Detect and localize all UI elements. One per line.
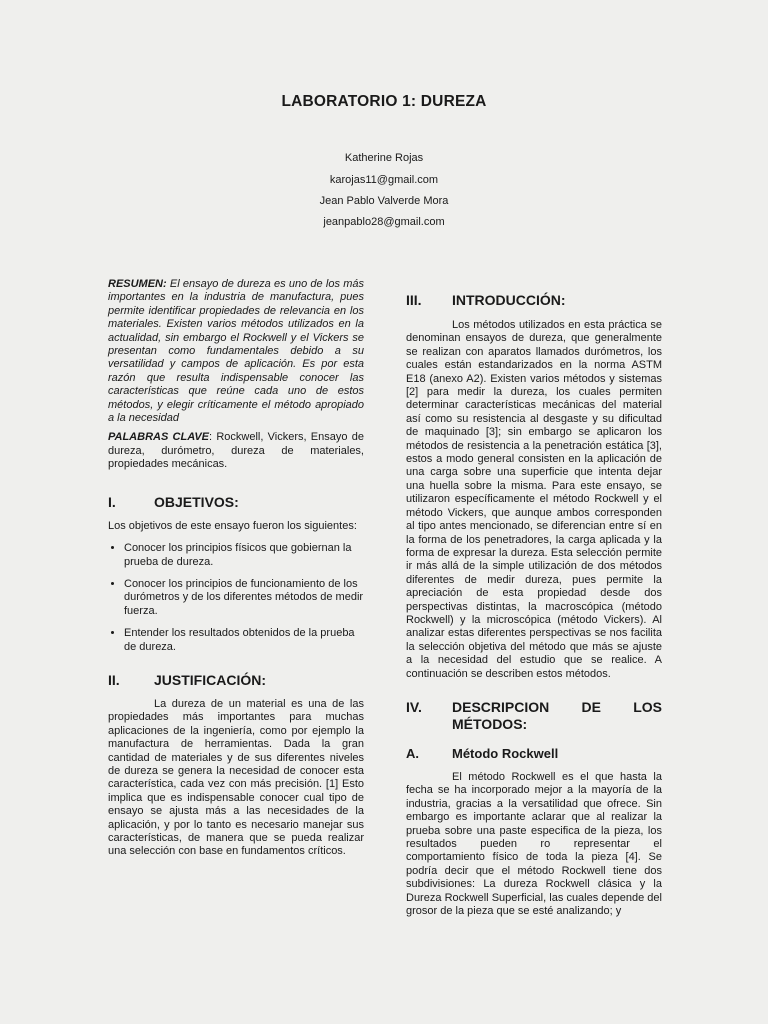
section-title: JUSTIFICACIÓN: <box>154 671 266 688</box>
abstract-text: El ensayo de dureza es uno de los más importantes en la industria de manufactura, pues permite identificar propiedades de relevancia en los materiales. Existen varios métodos utilizados en la actualidad, sin embargo el Rockwell y el Vickers se presentan como fundamentales debido a su versatilidad y campos de aplicación. Es por esta razón que resulta indispensable conocer las características que reúne cada uno de estos métodos, y elegir críticamente el método apropiado a la necesidad <box>108 278 364 425</box>
section-number: II. <box>108 671 120 688</box>
section-title: OBJETIVOS: <box>154 493 239 510</box>
section-heading-introduccion <box>406 292 662 309</box>
left-column <box>108 278 364 859</box>
section-number: III. <box>406 292 422 308</box>
author-email: jeanpablo28@gmail.com <box>323 216 445 228</box>
list-item: • Conocer los principios de funcionamiento de los durómetros y de los diferentes métodos de medir fuerza. <box>124 578 364 618</box>
keywords-text: : Rockwell, Vickers, Ensayo de dureza, durómetro, dureza de materiales, propiedades mecánicas. <box>108 431 364 471</box>
abstract <box>108 278 364 425</box>
list-item: • Entender los resultados obtenidos de la prueba de dureza. <box>124 627 364 654</box>
abstract-label: RESUMEN: <box>108 278 167 290</box>
subsection-heading-rockwell <box>406 746 662 762</box>
section-heading-justificacion <box>108 672 364 689</box>
list-item: • Conocer los principios físicos que gobiernan la prueba de dureza. <box>124 542 364 569</box>
author-name: Katherine Rojas <box>344 152 424 164</box>
section-heading-objetivos <box>108 494 364 511</box>
objetivos-intro: Los objetivos de este ensayo fueron los siguientes: <box>108 519 357 532</box>
right-column <box>406 292 662 918</box>
section-title-line: MÉTODOS: <box>452 715 528 732</box>
keywords <box>108 431 364 471</box>
section-number: I. <box>108 493 116 510</box>
section-title-line: DESCRIPCION DE LOS <box>452 698 662 715</box>
author-email: karojas11@gmail.com <box>329 174 439 186</box>
section-number: IV. <box>406 698 422 715</box>
section-title: INTRODUCCIÓN: <box>452 292 566 308</box>
paper-title: LABORATORIO 1: DUREZA <box>281 93 487 110</box>
section-title <box>452 699 662 733</box>
keywords-label: PALABRAS CLAVE <box>108 431 210 444</box>
introduccion-text: Los métodos utilizados en esta práctica se denominan ensayos de dureza, que generalmente se realizan con aparatos llamados durómetros, los cuales están estandarizados en la norma ASTM E18 (anexo A2). Existen varios métodos y sistemas [2] para medir la dureza, los cuales permiten determinar características mecánicas del material así como su resistencia al desgaste y su dificultad de maquinado [3]; sin embargo se aplicaron los métodos de resistencia a la penetración estática [3], estos a modo general consisten en la aplicación de una carga sobre una superficie que intenta dejar una huella sobre la misma. Para este ensayo, se utilizaron específicamente el método Rockwell y el método Vickers, que aunque ambos corresponden al tipo antes mencionado, se diferencian entre sí en la forma de los penetradores, la carga aplicada y la forma de expresar la dureza. Esta selección permite ir más allá de la simple utilización de dos métodos diferentes de medir dureza, pues permite la apreciación de esta propiedad desde dos perspectivas distintas, la macroscópica (método Rockwell) y la microscópica (método Vickers). Al analizar estas diferentes perspectivas se nos facilita la selección objetiva del método que más se ajuste a la necesidad del estudio que se realice. A continuación se describen estos métodos. <box>406 319 662 680</box>
objetivos-list <box>108 542 364 654</box>
rockwell-text: El método Rockwell es el que hasta la fecha se ha incorporado mejor a la mayoría de la industria, gracias a la versatilidad que ofrece. Sin embargo es importante aclarar que al realizar la prueba sobre una paste especifica de la pieza, los resultados pueden ro representar el comportamiento físico de toda la pieza [4]. Se podría decir que el método Rockwell tiene dos subdivisiones: La dureza Rockwell clásica y la Dureza Rockwell Superficial, las cuales depende del grosor de la pieza que se esté analizando; y <box>406 770 662 918</box>
subsection-title: Método Rockwell <box>452 745 559 761</box>
subsection-number: A. <box>406 745 419 761</box>
section-heading-descripcion <box>406 699 662 733</box>
justificacion-text: La dureza de un material es una de las propiedades más importantes para muchas aplicaciones de la ingeniería, como por ejemplo la manufactura de herramientas. Dada la gran cantidad de materiales y de sus diferentes niveles de dureza se genera la necesidad de conocer esta característica, cada vez con más precisión. [1] Esto implica que es indispensable conocer cual tipo de ensayo se ajusta más a las necesidades de la aplicación, y por lo tanto es necesario manejar sus características, de manera que se pueda realizar una selección con base en fundamentos críticos. <box>108 697 364 858</box>
author-name: Jean Pablo Valverde Mora <box>319 195 449 207</box>
